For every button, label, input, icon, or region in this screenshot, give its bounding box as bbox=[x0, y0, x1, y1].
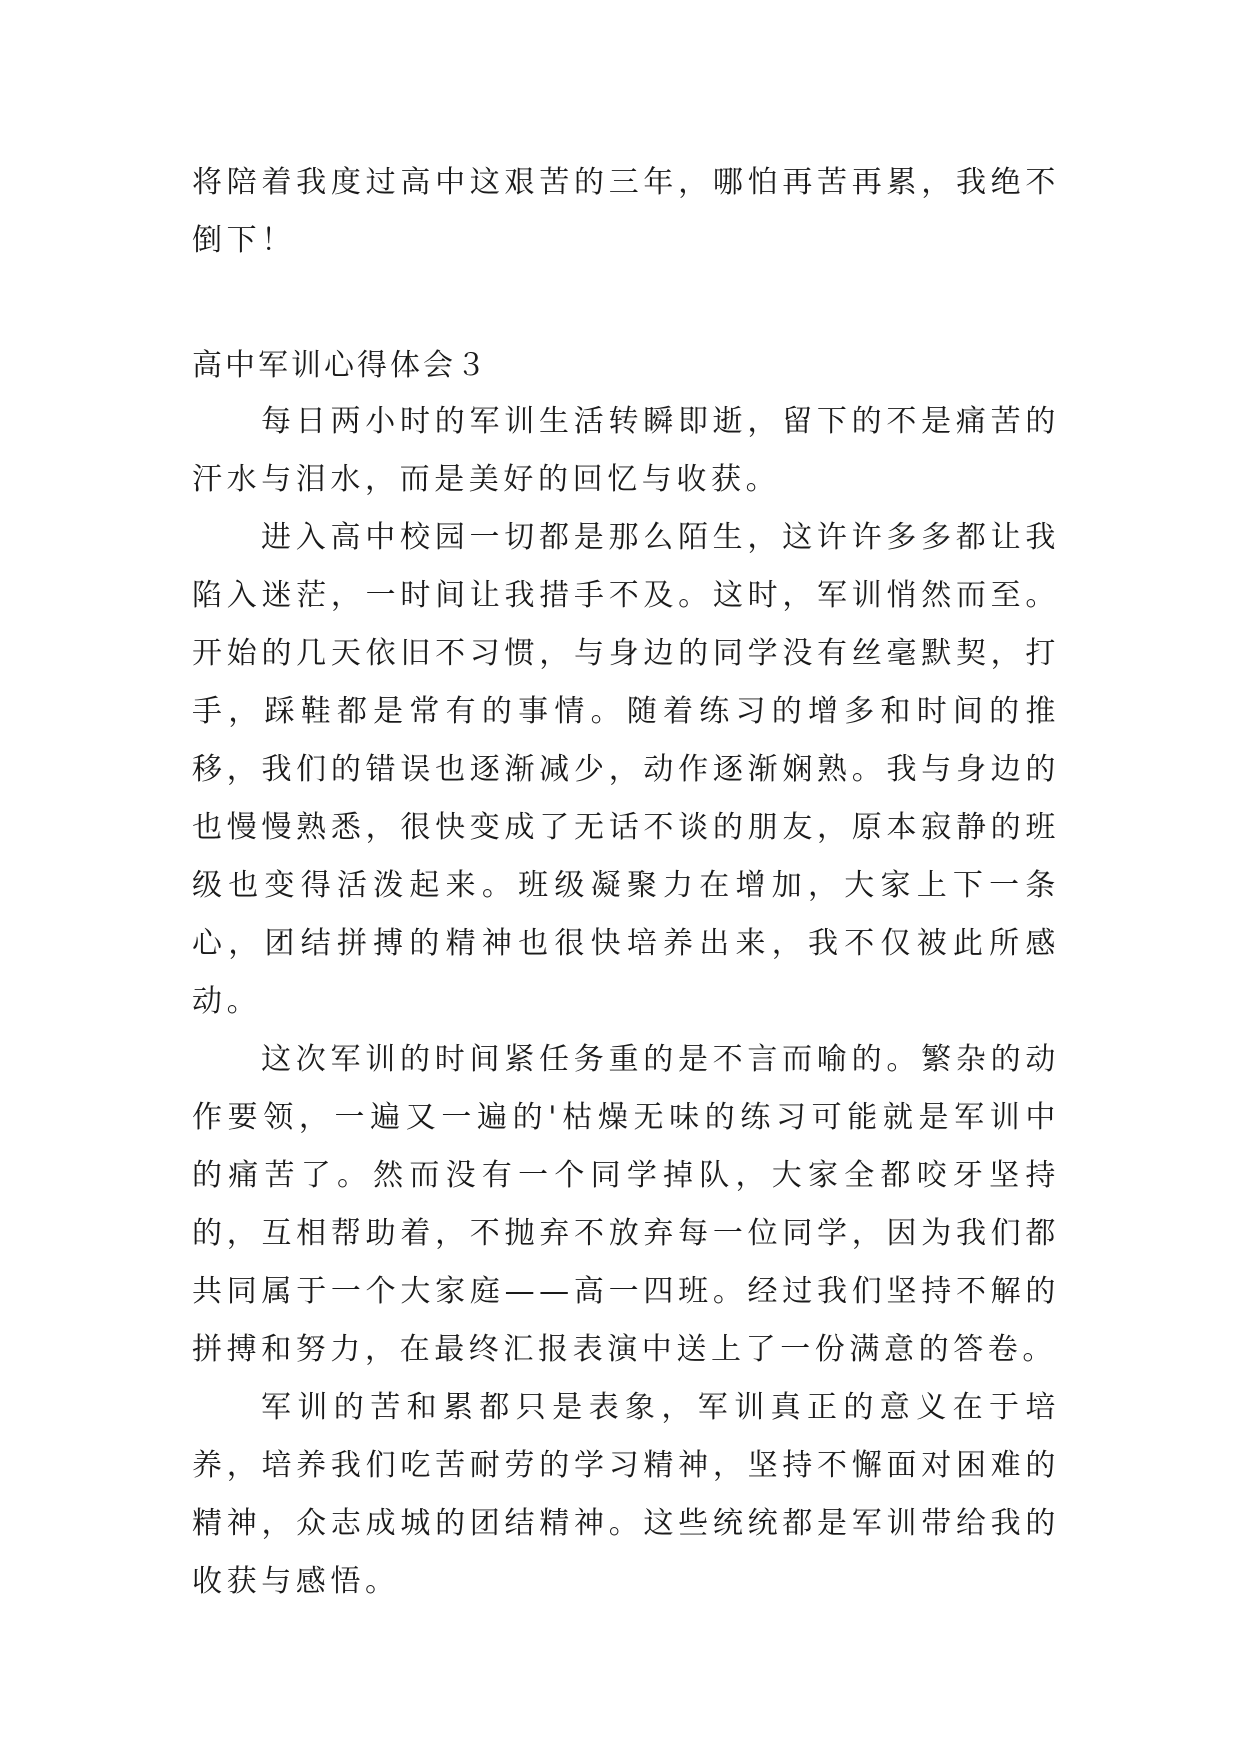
continuation-paragraph: 将陪着我度过高中这艰苦的三年，哪怕再苦再累，我绝不倒下！ bbox=[192, 165, 1060, 258]
paragraph-1: 每日两小时的军训生活转瞬即逝，留下的不是痛苦的汗水与泪水，而是美好的回忆与收获。 bbox=[192, 404, 1060, 497]
section-heading-block bbox=[192, 337, 1060, 395]
continuation-block bbox=[192, 154, 1060, 270]
paragraph-3: 这次军训的时间紧任务重的是不言而喻的。繁杂的动作要领，一遍又一遍的'枯燥无味的练习可能就是军训中的痛苦了。然而没有一个同学掉队，大家全都咬牙坚持的，互相帮助着，不抛弃不放弃每一位同学，因为我们都共同属于一个大家庭——高一四班。经过我们坚持不解的拼搏和努力，在最终汇报表演中送上了一份满意的答卷。 bbox=[192, 1042, 1060, 1367]
paragraph-2: 进入高中校园一切都是那么陌生，这许许多多都让我陷入迷茫，一时间让我措手不及。这时，军训悄然而至。开始的几天依旧不习惯，与身边的同学没有丝毫默契，打手，踩鞋都是常有的事情。随着练习的增多和时间的推移，我们的错误也逐渐减少，动作逐渐娴熟。我与身边的也慢慢熟悉，很快变成了无话不谈的朋友，原本寂静的班级也变得活泼起来。班级凝聚力在增加，大家上下一条心，团结拼搏的精神也很快培养出来，我不仅被此所感动。 bbox=[192, 520, 1060, 1019]
section-body bbox=[192, 393, 1060, 1611]
paragraph-4: 军训的苦和累都只是表象，军训真正的意义在于培养，培养我们吃苦耐劳的学习精神，坚持不懈面对困难的精神，众志成城的团结精神。这些统统都是军训带给我的收获与感悟。 bbox=[192, 1390, 1060, 1599]
section-title: 高中军训心得体会３ bbox=[192, 348, 489, 383]
